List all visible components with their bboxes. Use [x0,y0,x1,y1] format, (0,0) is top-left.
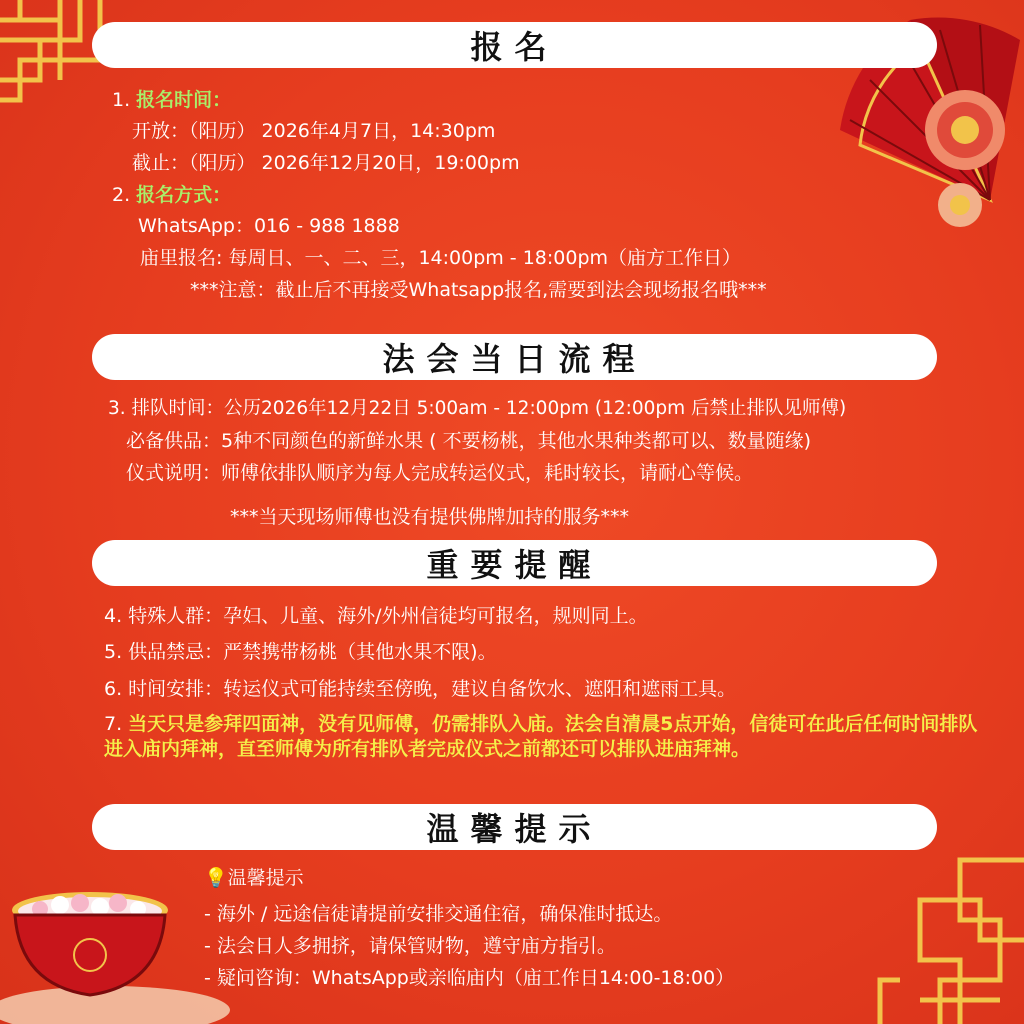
lightbulb-icon: 💡 [204,867,228,889]
item-number: 1. [112,89,137,111]
item-number: 7. [104,713,129,735]
reminder-item-4: 4. 特殊人群：孕妇、儿童、海外/外州信徒均可报名，规则同上。 [104,605,648,627]
item-number: 2. [112,184,137,206]
reg-temple-line: 庙里报名: 每周日、一、二、三，14:00pm - 18:00pm（庙方工作日） [140,247,742,269]
tip-line-2: - 法会日人多拥挤，请保管财物，遵守庙方指引。 [204,935,616,957]
tips-heading [204,866,304,890]
reminder-item-6: 6. 时间安排：转运仪式可能持续至傍晚，建议自备饮水、遮阳和遮雨工具。 [104,678,737,700]
reg-close-line: 截止：（阳历） 2026年12月20日，19:00pm [132,152,520,174]
lattice-bottom-right-decoration [860,820,1024,1024]
ritual-line: 仪式说明：师傅依排队顺序为每人完成转运仪式，耗时较长，请耐心等候。 [126,462,754,484]
reg-notice-line: ***注意：截止后不再接受Whatsapp报名,需要到法会现场报名哦*** [190,279,767,301]
tangyuan-bowl-decoration [0,875,230,1024]
section-banner-registration: 报名 [92,22,937,68]
section-banner-schedule: 法会当日流程 [92,334,937,380]
item-7-text: 当天只是参拜四面神，没有见师傅，仍需排队入庙。法会自清晨5点开始，信徒可在此后任何时间排队进入庙内拜神，直至师傅为所有排队者完成仪式之前都还可以排队进庙拜神。 [104,713,978,760]
item-title: 报名时间： [136,89,232,111]
lattice-top-left-decoration [0,0,140,140]
no-amulet-notice: ***当天现场师傅也没有提供佛牌加持的服务*** [230,506,630,528]
reminder-item-7 [104,712,984,762]
section-banner-reminders: 重要提醒 [92,540,937,586]
tip-line-1: - 海外 / 远途信徒请提前安排交通住宿，确保准时抵达。 [204,903,673,925]
reg-time-heading [112,88,231,112]
item-title: 报名方式： [136,184,232,206]
reg-whatsapp-line: WhatsApp：016 - 988 1888 [138,215,400,237]
reminder-item-5: 5. 供品禁忌：严禁携带杨桃（其他水果不限)。 [104,641,497,663]
queue-time-line: 3. 排队时间：公历2026年12月22日 5:00am - 12:00pm (12:00pm 后禁止排队见师傅) [108,398,847,419]
tip-line-3: - 疑问咨询：WhatsApp或亲临庙内（庙工作日14:00-18:00） [204,967,735,989]
reg-open-line: 开放：（阳历） 2026年4月7日，14:30pm [132,120,496,142]
tips-heading-text: 温馨提示 [227,867,304,889]
section-banner-tips: 温馨提示 [92,804,937,850]
reg-method-heading [112,183,231,207]
offerings-line: 必备供品：5种不同颜色的新鲜水果 ( 不要杨桃，其他水果种类都可以、数量随缘) [126,430,811,452]
